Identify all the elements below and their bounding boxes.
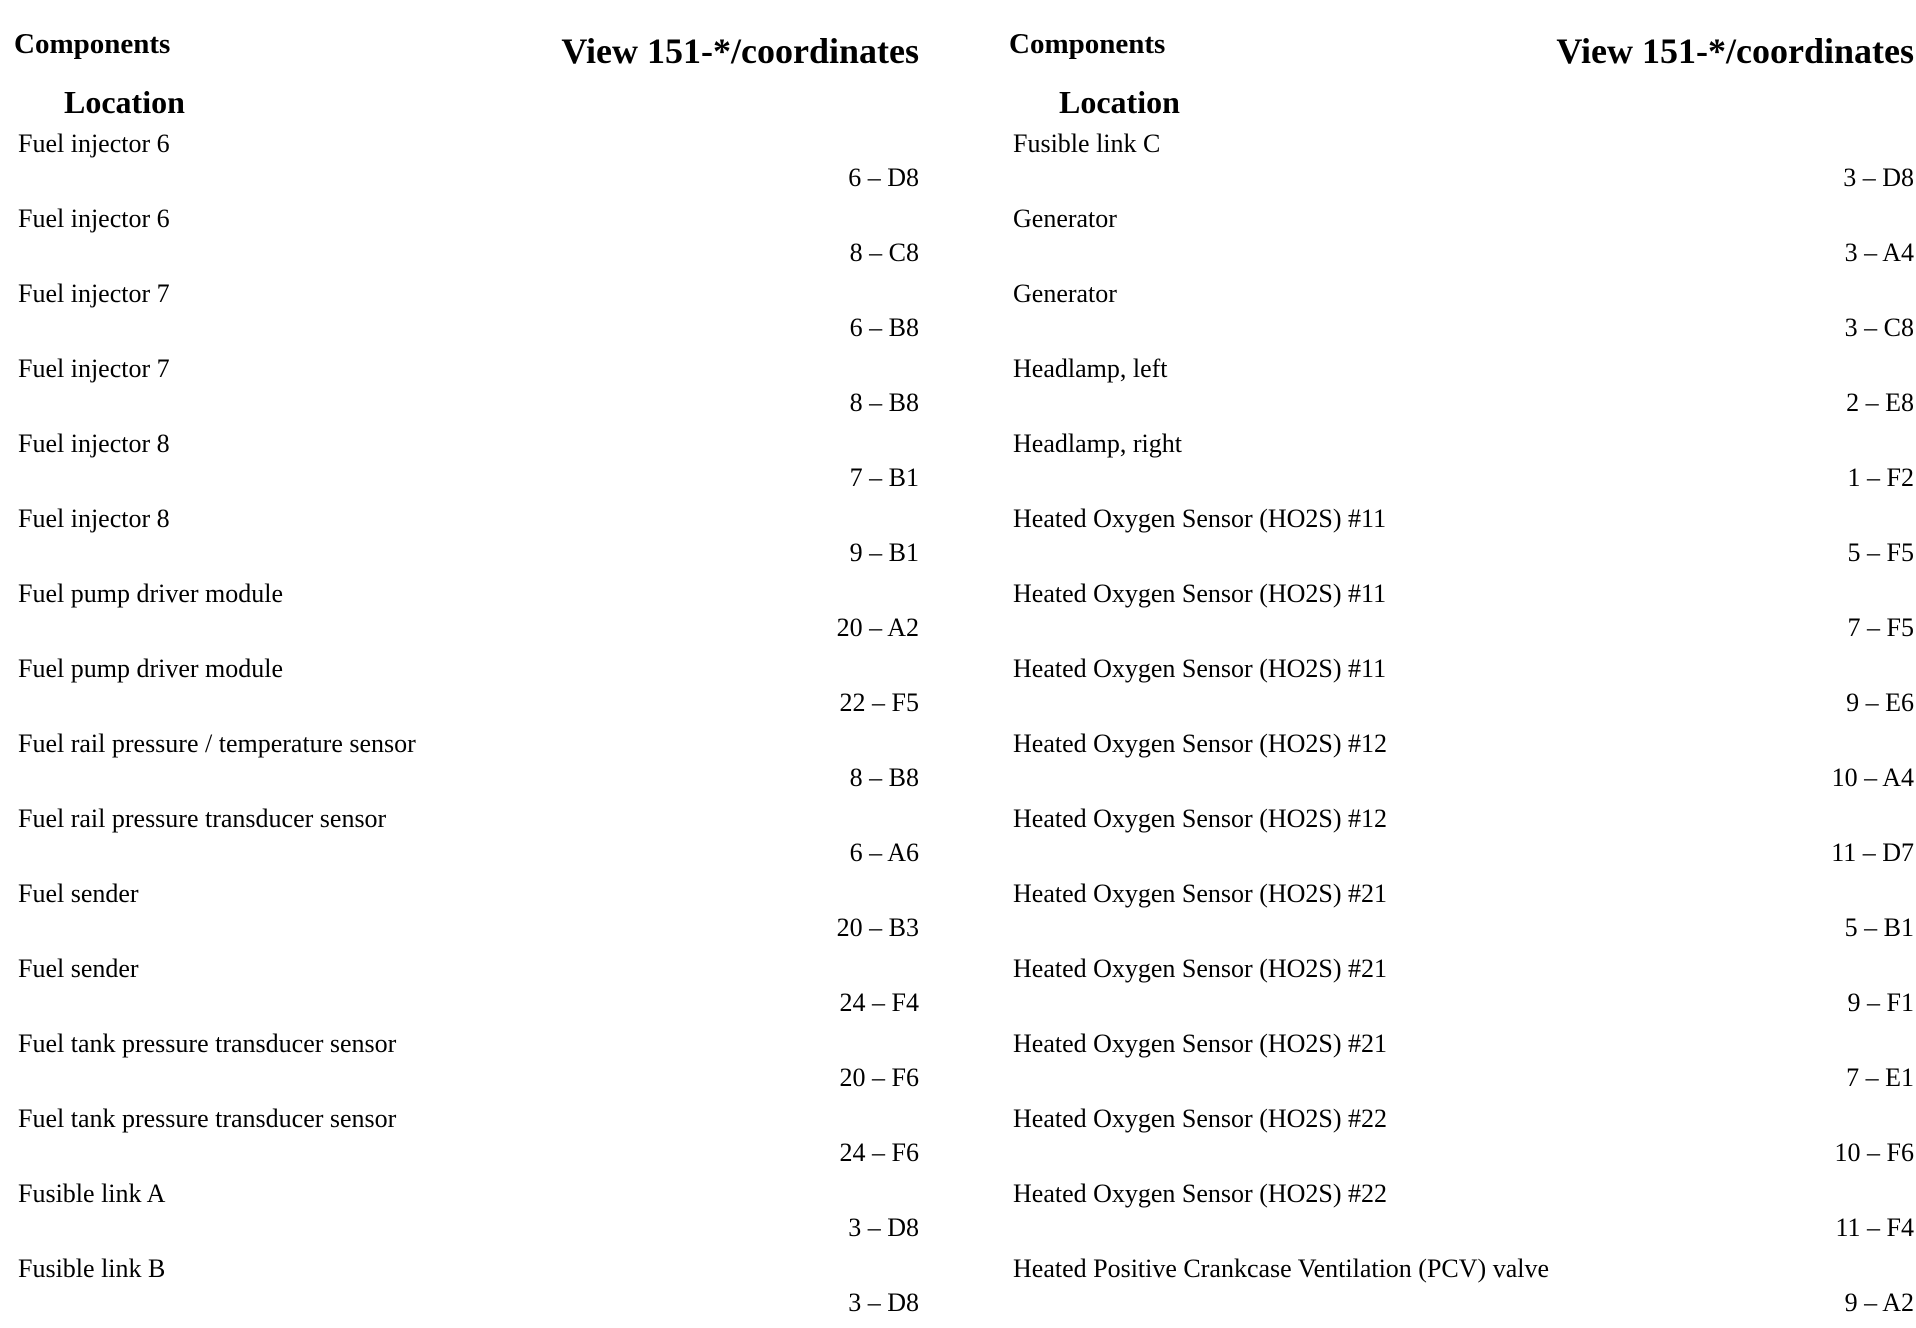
view-coordinate: 7 – E1 xyxy=(1846,1063,1914,1092)
view-coordinate: 20 – F6 xyxy=(839,1063,919,1092)
view-coordinate: 9 – A2 xyxy=(1844,1288,1914,1317)
view-coordinate: 3 – D8 xyxy=(1843,163,1914,192)
list-item xyxy=(1005,128,1916,203)
list-item xyxy=(10,1253,940,1328)
component-name: Fuel sender xyxy=(18,954,139,983)
right-page xyxy=(1005,0,1916,1328)
view-coordinate: 10 – F6 xyxy=(1834,1138,1914,1167)
list-item xyxy=(10,953,940,1028)
component-list xyxy=(10,128,940,1328)
list-item xyxy=(1005,1178,1916,1253)
view-coordinate: 20 – B3 xyxy=(836,913,919,942)
components-heading: Components xyxy=(14,28,171,60)
view-coordinates-heading: View 151-*/coordinates xyxy=(1556,31,1914,71)
view-coordinate: 3 – C8 xyxy=(1844,313,1914,342)
component-name: Headlamp, right xyxy=(1013,429,1182,458)
component-name: Fuel pump driver module xyxy=(18,654,284,683)
view-coordinate: 6 – A6 xyxy=(849,838,919,867)
view-coordinate: 3 – D8 xyxy=(848,1288,919,1317)
component-list xyxy=(1005,128,1916,1328)
list-item xyxy=(1005,803,1916,878)
view-coordinate: 7 – F5 xyxy=(1847,613,1914,642)
list-item xyxy=(1005,1253,1916,1328)
list-item xyxy=(10,1178,940,1253)
view-coordinate: 8 – B8 xyxy=(849,763,919,792)
component-name: Heated Oxygen Sensor (HO2S) #21 xyxy=(1013,879,1388,908)
component-name: Fuel rail pressure / temperature sensor xyxy=(18,729,416,758)
components-heading: Components xyxy=(1009,28,1166,60)
list-item xyxy=(1005,278,1916,353)
list-item xyxy=(10,578,940,653)
component-name: Fuel injector 8 xyxy=(18,429,170,458)
component-name: Heated Oxygen Sensor (HO2S) #22 xyxy=(1013,1179,1388,1208)
list-item xyxy=(1005,953,1916,1028)
view-coordinate: 5 – F5 xyxy=(1847,538,1914,567)
component-name: Heated Positive Crankcase Ventilation (PCV) valve xyxy=(1013,1254,1550,1283)
component-name: Generator xyxy=(1013,204,1117,233)
view-coordinate: 24 – F4 xyxy=(839,988,919,1017)
component-name: Heated Oxygen Sensor (HO2S) #11 xyxy=(1013,579,1387,608)
list-item xyxy=(10,1028,940,1103)
component-name: Heated Oxygen Sensor (HO2S) #12 xyxy=(1013,729,1388,758)
view-coordinate: 1 – F2 xyxy=(1847,463,1914,492)
list-item xyxy=(1005,1103,1916,1178)
view-coordinate: 20 – A2 xyxy=(836,613,919,642)
component-name: Heated Oxygen Sensor (HO2S) #21 xyxy=(1013,1029,1388,1058)
view-coordinate: 10 – A4 xyxy=(1831,763,1914,792)
left-page xyxy=(10,0,940,1328)
component-name: Fuel rail pressure transducer sensor xyxy=(18,804,387,833)
view-coordinate: 3 – A4 xyxy=(1844,238,1914,267)
view-coordinate: 3 – D8 xyxy=(848,1213,919,1242)
location-heading: Location xyxy=(1059,84,1180,120)
component-name: Fuel tank pressure transducer sensor xyxy=(18,1029,397,1058)
component-name: Heated Oxygen Sensor (HO2S) #12 xyxy=(1013,804,1388,833)
list-item xyxy=(1005,1028,1916,1103)
component-name: Heated Oxygen Sensor (HO2S) #11 xyxy=(1013,504,1387,533)
list-item xyxy=(10,353,940,428)
list-item xyxy=(10,878,940,953)
list-item xyxy=(10,128,940,203)
view-coordinate: 5 – B1 xyxy=(1844,913,1914,942)
view-coordinate: 24 – F6 xyxy=(839,1138,919,1167)
list-item xyxy=(1005,878,1916,953)
component-name: Generator xyxy=(1013,279,1117,308)
list-item xyxy=(10,728,940,803)
list-item xyxy=(10,203,940,278)
list-item xyxy=(10,503,940,578)
component-name: Fuel sender xyxy=(18,879,139,908)
view-coordinate: 9 – B1 xyxy=(849,538,919,567)
component-name: Fuel injector 6 xyxy=(18,129,170,158)
view-coordinate: 8 – B8 xyxy=(849,388,919,417)
view-coordinate: 8 – C8 xyxy=(849,238,919,267)
component-name: Fusible link A xyxy=(18,1179,166,1208)
component-name: Fuel injector 8 xyxy=(18,504,170,533)
component-name: Fuel injector 7 xyxy=(18,279,170,308)
component-name: Fusible link B xyxy=(18,1254,166,1283)
view-coordinate: 11 – F4 xyxy=(1835,1213,1914,1242)
component-name: Heated Oxygen Sensor (HO2S) #11 xyxy=(1013,654,1387,683)
view-coordinate: 2 – E8 xyxy=(1846,388,1914,417)
list-item xyxy=(1005,428,1916,503)
component-name: Fuel tank pressure transducer sensor xyxy=(18,1104,397,1133)
list-item xyxy=(1005,728,1916,803)
list-item xyxy=(1005,203,1916,278)
list-item xyxy=(10,278,940,353)
view-coordinate: 11 – D7 xyxy=(1831,838,1914,867)
component-name: Heated Oxygen Sensor (HO2S) #22 xyxy=(1013,1104,1388,1133)
component-name: Heated Oxygen Sensor (HO2S) #21 xyxy=(1013,954,1388,983)
location-heading: Location xyxy=(64,84,185,120)
view-coordinate: 22 – F5 xyxy=(839,688,919,717)
view-coordinates-heading: View 151-*/coordinates xyxy=(561,31,919,71)
component-name: Fusible link C xyxy=(1013,129,1161,158)
component-name: Fuel injector 7 xyxy=(18,354,170,383)
list-item xyxy=(10,428,940,503)
view-coordinate: 6 – B8 xyxy=(849,313,919,342)
list-item xyxy=(1005,653,1916,728)
view-coordinate: 7 – B1 xyxy=(849,463,919,492)
component-name: Fuel injector 6 xyxy=(18,204,170,233)
list-item xyxy=(10,803,940,878)
component-name: Fuel pump driver module xyxy=(18,579,284,608)
view-coordinate: 9 – E6 xyxy=(1846,688,1914,717)
list-item xyxy=(10,653,940,728)
view-coordinate: 9 – F1 xyxy=(1847,988,1914,1017)
list-item xyxy=(10,1103,940,1178)
component-name: Headlamp, left xyxy=(1013,354,1168,383)
list-item xyxy=(1005,578,1916,653)
view-coordinate: 6 – D8 xyxy=(848,163,919,192)
list-item xyxy=(1005,503,1916,578)
list-item xyxy=(1005,353,1916,428)
